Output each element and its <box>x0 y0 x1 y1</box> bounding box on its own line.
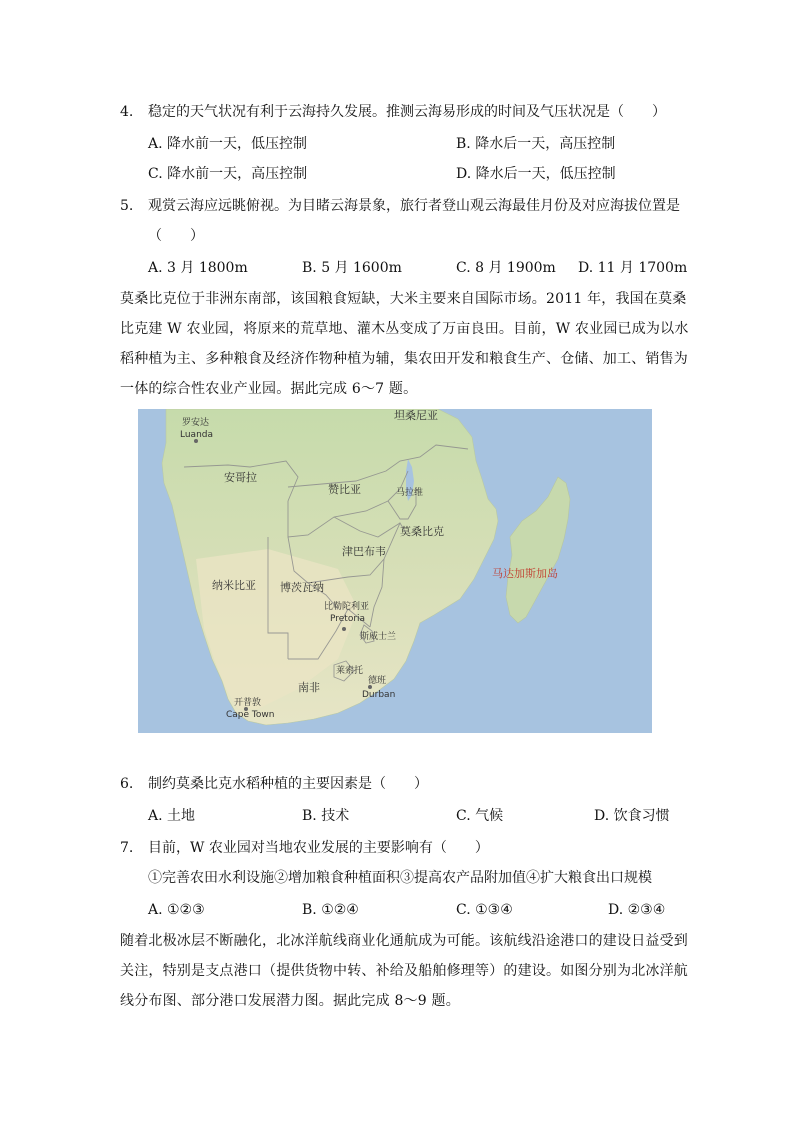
label-south-africa: 南非 <box>298 681 320 694</box>
q7-statements: ①完善农田水利设施②增加粮食种植面积③提高农产品附加值④扩大粮食出口规模 <box>148 870 652 886</box>
passage-line: 一体的综合性农业产业园。据此完成 6～7 题。 <box>120 381 418 397</box>
label-angola: 安哥拉 <box>224 471 257 484</box>
label-zambia: 赞比亚 <box>328 483 361 496</box>
q4-option-c: C. 降水前一天，高压控制 <box>148 166 308 182</box>
q4-stem: 稳定的天气状况有利于云海持久发展。推测云海易形成的时间及气压状况是（ ） <box>148 104 666 120</box>
q4-option-d: D. 降水后一天，低压控制 <box>456 166 616 182</box>
label-capetown-cn: 开普敦 <box>234 698 262 708</box>
q4-option-a: A. 降水前一天，低压控制 <box>148 136 308 152</box>
pretoria-marker <box>342 627 346 631</box>
q6-option-c: C. 气候 <box>456 808 504 824</box>
q5-option-d: D. 11 月 1700m <box>578 260 688 276</box>
q7-option-c: C. ①③④ <box>456 902 513 918</box>
label-luanda-en: Luanda <box>180 430 214 440</box>
passage-mozambique <box>120 284 689 404</box>
q5-option-b: B. 5 月 1600m <box>302 260 402 276</box>
passage-line: 线分布图、部分港口发展潜力图。据此完成 8～9 题。 <box>120 993 460 1009</box>
q5-stem: 观赏云海应远眺俯视。为目睹云海景象，旅行者登山观云海最佳月份及对应海拔位置是 <box>148 198 680 214</box>
q7-stem: 目前，W 农业园对当地农业发展的主要影响有（ ） <box>148 840 489 856</box>
passage-line: 稻种植为主、多种粮食及经济作物种植为辅，集农田开发和粮食生产、仓储、加工、销售为 <box>120 351 688 367</box>
q6-option-d: D. 饮食习惯 <box>594 808 670 824</box>
label-botswana: 博茨瓦纳 <box>280 581 324 594</box>
passage-line: 莫桑比克位于非洲东南部，该国粮食短缺，大米主要来自国际市场。2011 年，我国在莫桑 <box>120 291 687 307</box>
q7-option-b: B. ①②④ <box>302 902 359 918</box>
label-durban-en: Durban <box>362 690 396 700</box>
passage-line: 比克建 W 农业园，将原来的荒草地、灌木丛变成了万亩良田。目前，W 农业园已成为以水 <box>120 321 689 337</box>
q4-number: 4. <box>120 104 134 120</box>
q5-stem-continued: （ ） <box>148 228 204 244</box>
label-luanda-cn: 罗安达 <box>182 418 210 428</box>
passage-arctic-route <box>120 926 688 1016</box>
passage-line: 关注，特别是支点港口（提供货物中转、补给及船舶修理等）的建设。如图分别为北冰洋航 <box>120 963 688 979</box>
q7-number: 7. <box>120 840 134 856</box>
map-svg <box>138 409 652 733</box>
label-malawi: 马拉维 <box>396 488 424 498</box>
q5-number: 5. <box>120 198 134 214</box>
q7-option-d: D. ②③④ <box>608 902 666 918</box>
q4-option-b: B. 降水后一天，高压控制 <box>456 136 616 152</box>
label-zimbabwe: 津巴布韦 <box>342 545 386 558</box>
label-mozambique: 莫桑比克 <box>400 525 444 538</box>
label-capetown-en: Cape Town <box>226 710 275 720</box>
q6-option-a: A. 土地 <box>148 808 196 824</box>
label-madagascar: 马达加斯加岛 <box>492 567 558 580</box>
label-durban-cn: 德班 <box>368 676 387 686</box>
southern-africa-map <box>138 409 652 733</box>
label-pretoria-cn: 比勒陀利亚 <box>324 602 370 612</box>
q5-option-c: C. 8 月 1900m <box>456 260 556 276</box>
label-namibia: 纳米比亚 <box>212 579 256 592</box>
q6-option-b: B. 技术 <box>302 808 350 824</box>
label-pretoria-en: Pretoria <box>330 614 366 624</box>
q6-stem: 制约莫桑比克水稻种植的主要因素是（ ） <box>148 776 428 792</box>
q7-option-a: A. ①②③ <box>148 902 205 918</box>
passage-line: 随着北极冰层不断融化，北冰洋航线商业化通航成为可能。该航线沿途港口的建设日益受到 <box>120 933 688 949</box>
label-lesotho: 莱索托 <box>336 666 364 676</box>
q5-option-a: A. 3 月 1800m <box>148 260 248 276</box>
label-tanzania: 坦桑尼亚 <box>394 409 438 422</box>
label-swaziland: 斯威士兰 <box>360 632 397 642</box>
q6-number: 6. <box>120 776 134 792</box>
